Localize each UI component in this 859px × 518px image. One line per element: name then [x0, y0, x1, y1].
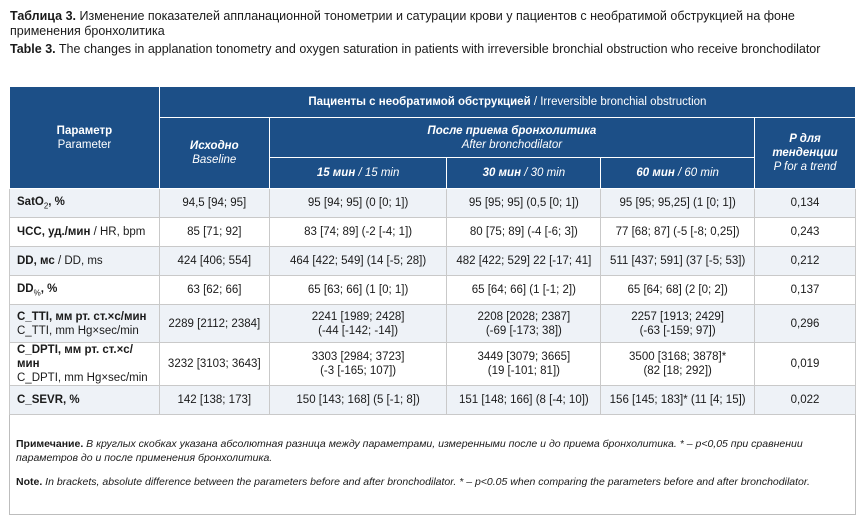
cell-baseline: 3232 [3103; 3643] — [159, 343, 269, 386]
header-baseline — [159, 118, 269, 189]
header-15-en: / 15 min — [355, 167, 400, 179]
row-parameter: DD, мс / DD, ms — [10, 247, 160, 276]
row-parameter: C_DPTI, мм рт. ст.×с/мин C_DPTI, mm Hg×sec/min — [10, 343, 160, 386]
cell-30min: 3449 [3079; 3665] (19 [-101; 81]) — [447, 343, 601, 386]
cell-baseline: 85 [71; 92] — [159, 218, 269, 247]
cell-p-trend: 0,212 — [755, 247, 856, 276]
header-baseline-en: Baseline — [192, 154, 237, 166]
header-group-ru: Пациенты с необратимой обструкцией — [308, 96, 531, 108]
cell-p-trend: 0,296 — [755, 305, 856, 343]
cell-30min: 2208 [2028; 2387] (-69 [-173; 38]) — [447, 305, 601, 343]
cell-60min: 2257 [1913; 2429] (-63 [-159; 97]) — [601, 305, 755, 343]
table-row-sato2 — [10, 189, 856, 218]
note-ru-text: В круглых скобках указана абсолютная разница между параметрами, измеренными после и до приема бронхолитика. * – p<0,05 при сравнении параметров до и после применения бронхолитика. — [16, 438, 803, 464]
caption-en-text: The changes in applanation tonometry and oxygen saturation in patients with irreversible bronchial obstruction who receive bronchodilator — [55, 42, 821, 56]
header-60min — [601, 158, 755, 189]
header-after-ru: После приема бронхолитика — [427, 124, 597, 137]
header-15min — [269, 158, 447, 189]
cell-baseline: 94,5 [94; 95] — [159, 189, 269, 218]
caption-en-label: Table 3. — [10, 42, 56, 56]
header-p-trend — [755, 118, 856, 189]
cell-baseline: 63 [62; 66] — [159, 276, 269, 305]
cell-p-trend: 0,019 — [755, 343, 856, 386]
row-parameter: ЧСС, уд./мин / HR, bpm — [10, 218, 160, 247]
cell-baseline: 424 [406; 554] — [159, 247, 269, 276]
table-row-dd — [10, 247, 856, 276]
header-parameter — [10, 87, 160, 189]
cell-60min: 77 [68; 87] (-5 [-8; 0,25]) — [601, 218, 755, 247]
header-after-en: After bronchodilator — [461, 138, 563, 151]
header-group-en: / Irreversible bronchial obstruction — [530, 96, 707, 108]
cell-60min: 3500 [3168; 3878]* (82 [18; 292]) — [601, 343, 755, 386]
table-note-en — [16, 475, 846, 489]
cell-30min: 80 [75; 89] (-4 [-6; 3]) — [447, 218, 601, 247]
table-note-ru — [16, 437, 846, 465]
cell-15min: 2241 [1989; 2428] (-44 [-142; -14]) — [269, 305, 447, 343]
table-row-hr — [10, 218, 856, 247]
table-row-c-dpti — [10, 343, 856, 386]
row-parameter: SatO$_2$, % — [10, 189, 160, 218]
cell-p-trend: 0,137 — [755, 276, 856, 305]
cell-15min: 464 [422; 549] (14 [-5; 28]) — [269, 247, 447, 276]
row-parameter: C_SEVR, % — [10, 386, 160, 415]
cell-15min: 3303 [2984; 3723] (-3 [-165; 107]) — [269, 343, 447, 386]
header-parameter-en: Parameter — [57, 138, 112, 151]
row-parameter: C_TTI, мм рт. ст.×с/мин C_TTI, mm Hg×sec/min — [10, 305, 160, 343]
header-after — [269, 118, 754, 158]
cell-30min: 95 [95; 95] (0,5 [0; 1]) — [447, 189, 601, 218]
header-trend-ru: P для тенденции — [772, 133, 838, 159]
header-parameter-ru: Параметр — [56, 124, 113, 137]
cell-30min: 65 [64; 66] (1 [-1; 2]) — [447, 276, 601, 305]
table-row-c-sevr — [10, 386, 856, 415]
note-en-text: In brackets, absolute difference between the parameters before and after bronchodilator. * – p<0.05 when comparing the parameters before and after bronchodilator. — [42, 476, 810, 488]
data-table — [9, 86, 856, 415]
header-baseline-ru: Исходно — [189, 140, 239, 152]
table-row-c-tti — [10, 305, 856, 343]
cell-30min: 151 [148; 166] (8 [-4; 10]) — [447, 386, 601, 415]
header-trend-en: P for a trend — [773, 161, 837, 173]
header-60-en: / 60 min — [674, 167, 719, 179]
note-ru-label: Примечание. — [16, 438, 84, 450]
table-header — [10, 87, 856, 189]
cell-p-trend: 0,243 — [755, 218, 856, 247]
header-patient-group — [159, 87, 855, 118]
table-caption-en — [10, 42, 855, 57]
row-parameter: $DD_{\%}$, % — [10, 276, 160, 305]
cell-baseline: 2289 [2112; 2384] — [159, 305, 269, 343]
cell-15min: 150 [143; 168] (5 [-1; 8]) — [269, 386, 447, 415]
table-caption-ru — [10, 9, 855, 39]
cell-60min: 511 [437; 591] (37 [-5; 53]) — [601, 247, 755, 276]
header-30-en: / 30 min — [521, 167, 566, 179]
cell-p-trend: 0,134 — [755, 189, 856, 218]
header-30-ru: 30 мин — [482, 167, 522, 179]
cell-baseline: 142 [138; 173] — [159, 386, 269, 415]
cell-60min: 156 [145; 183]* (11 [4; 15]) — [601, 386, 755, 415]
caption-ru-label: Таблица 3. — [10, 9, 76, 23]
cell-30min: 482 [422; 529] 22 [-17; 41] — [447, 247, 601, 276]
header-15-ru: 15 мин — [316, 167, 356, 179]
note-en-label: Note. — [16, 476, 43, 488]
caption-ru-text: Изменение показателей аппланационной тонометрии и сатурации крови у пациентов с необратимой обструкцией на фоне применения бронхолитика — [10, 9, 795, 38]
cell-15min: 83 [74; 89] (-2 [-4; 1]) — [269, 218, 447, 247]
header-30min — [447, 158, 601, 189]
cell-60min: 65 [64; 68] (2 [0; 2]) — [601, 276, 755, 305]
table-row-dd-percent — [10, 276, 856, 305]
cell-15min: 95 [94; 95] (0 [0; 1]) — [269, 189, 447, 218]
cell-60min: 95 [95; 95,25] (1 [0; 1]) — [601, 189, 755, 218]
header-60-ru: 60 мин — [636, 167, 675, 179]
table-body — [10, 189, 856, 415]
cell-p-trend: 0,022 — [755, 386, 856, 415]
cell-15min: 65 [63; 66] (1 [0; 1]) — [269, 276, 447, 305]
